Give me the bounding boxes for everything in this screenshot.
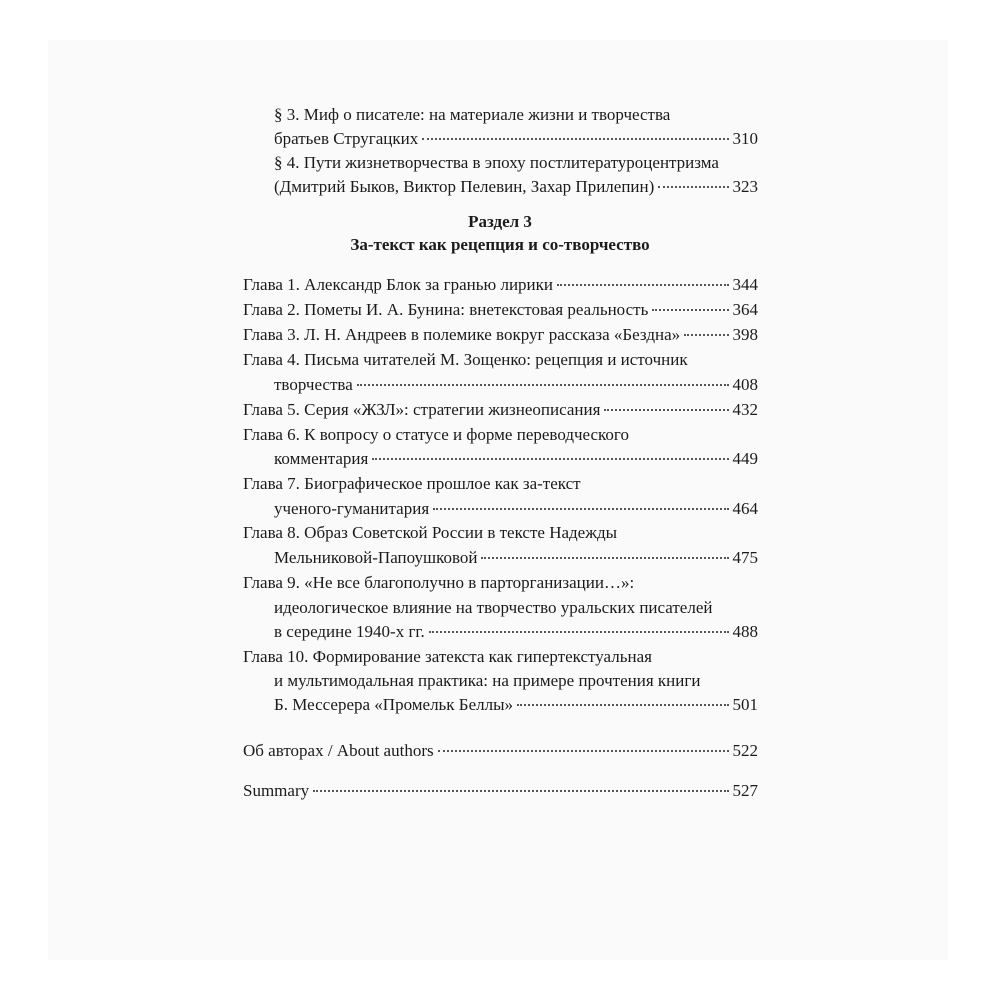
entry-line: и мультимодальная практика: на примере прочтения книги — [274, 671, 701, 690]
entry-line: Глава 4. Письма читателей М. Зощенко: рецепция и источник — [243, 350, 688, 369]
page-number: 408 — [732, 375, 758, 394]
toc-entry-summary[interactable] — [243, 780, 758, 802]
dot-leader — [684, 334, 728, 336]
toc-entry-chapter-6[interactable] — [274, 448, 758, 470]
page-number: 464 — [732, 499, 758, 518]
entry-line: идеологическое влияние на творчество уральских писателей — [274, 598, 713, 617]
section-subtitle: За-текст как рецепция и со-творчество — [350, 235, 650, 254]
entry-title: ученого-гуманитария — [274, 499, 430, 518]
entry-title: творчества — [274, 375, 353, 394]
entry-title: (Дмитрий Быков, Виктор Пелевин, Захар Прилепин) — [274, 177, 655, 196]
toc-entry-chapter-2[interactable] — [243, 299, 758, 321]
page-number: 475 — [732, 548, 758, 567]
page-number: 522 — [732, 741, 758, 760]
entry-line: Глава 6. К вопросу о статусе и форме переводческого — [243, 425, 629, 444]
entry-line: Глава 7. Биографическое прошлое как за-текст — [243, 474, 581, 493]
entry-title: братьев Стругацких — [274, 129, 419, 148]
page-number: 310 — [732, 129, 758, 148]
dot-leader — [517, 704, 728, 706]
page-number: 364 — [732, 300, 758, 319]
entry-line: § 3. Миф о писателе: на материале жизни и творчества — [274, 105, 671, 124]
page-number: 344 — [732, 275, 758, 294]
toc-entry-about-authors[interactable] — [243, 740, 758, 762]
page-number: 432 — [732, 400, 758, 419]
section-title: Раздел 3 — [468, 212, 532, 231]
page-number: 323 — [732, 177, 758, 196]
toc-entry-chapter-7[interactable] — [274, 498, 758, 520]
toc-entry-chapter-9[interactable] — [274, 621, 758, 643]
dot-leader — [422, 138, 728, 140]
dot-leader — [604, 409, 728, 411]
dot-leader — [429, 631, 729, 633]
entry-title: Глава 2. Пометы И. А. Бунина: внетекстовая реальность — [243, 300, 649, 319]
entry-title: комментария — [274, 449, 369, 468]
entry-title: Глава 5. Серия «ЖЗЛ»: стратегии жизнеописания — [243, 400, 601, 419]
entry-line: Глава 10. Формирование затекста как гипертекстуальная — [243, 647, 652, 666]
entry-title: Summary — [243, 781, 310, 800]
dot-leader — [652, 309, 728, 311]
entry-title: Б. Мессерера «Промельк Беллы» — [274, 695, 514, 714]
entry-line: Глава 8. Образ Советской России в тексте Надежды — [243, 523, 618, 542]
page-number: 501 — [732, 695, 758, 714]
entry-title: Об авторах / About authors — [243, 741, 434, 760]
page-number: 488 — [732, 622, 758, 641]
dot-leader — [557, 284, 728, 286]
entry-title: Глава 1. Александр Блок за гранью лирики — [243, 275, 554, 294]
toc-entry-chapter-10[interactable] — [274, 694, 758, 716]
entry-line: § 4. Пути жизнетворчества в эпоху постлитературоцентризма — [274, 153, 719, 172]
dot-leader — [357, 384, 729, 386]
toc-entry-chapter-8[interactable] — [274, 547, 758, 569]
page-number: 449 — [732, 449, 758, 468]
toc-entry-chapter-4[interactable] — [274, 374, 758, 396]
page-number: 527 — [732, 781, 758, 800]
dot-leader — [433, 508, 728, 510]
entry-title: Мельниковой-Папоушковой — [274, 548, 478, 567]
dot-leader — [481, 557, 728, 559]
page-number: 398 — [732, 325, 758, 344]
dot-leader — [438, 750, 729, 752]
entry-line: Глава 9. «Не все благополучно в парторганизации…»: — [243, 573, 635, 592]
dot-leader — [313, 790, 728, 792]
dot-leader — [658, 186, 728, 188]
dot-leader — [372, 458, 728, 460]
toc-entry[interactable] — [274, 176, 758, 198]
entry-title: Глава 3. Л. Н. Андреев в полемике вокруг рассказа «Бездна» — [243, 325, 681, 344]
toc-entry-chapter-3[interactable] — [243, 324, 758, 346]
entry-title: в середине 1940-х гг. — [274, 622, 425, 641]
toc-entry[interactable] — [274, 128, 758, 150]
toc-entry-chapter-1[interactable] — [243, 274, 758, 296]
toc-entry-chapter-5[interactable] — [243, 399, 758, 421]
